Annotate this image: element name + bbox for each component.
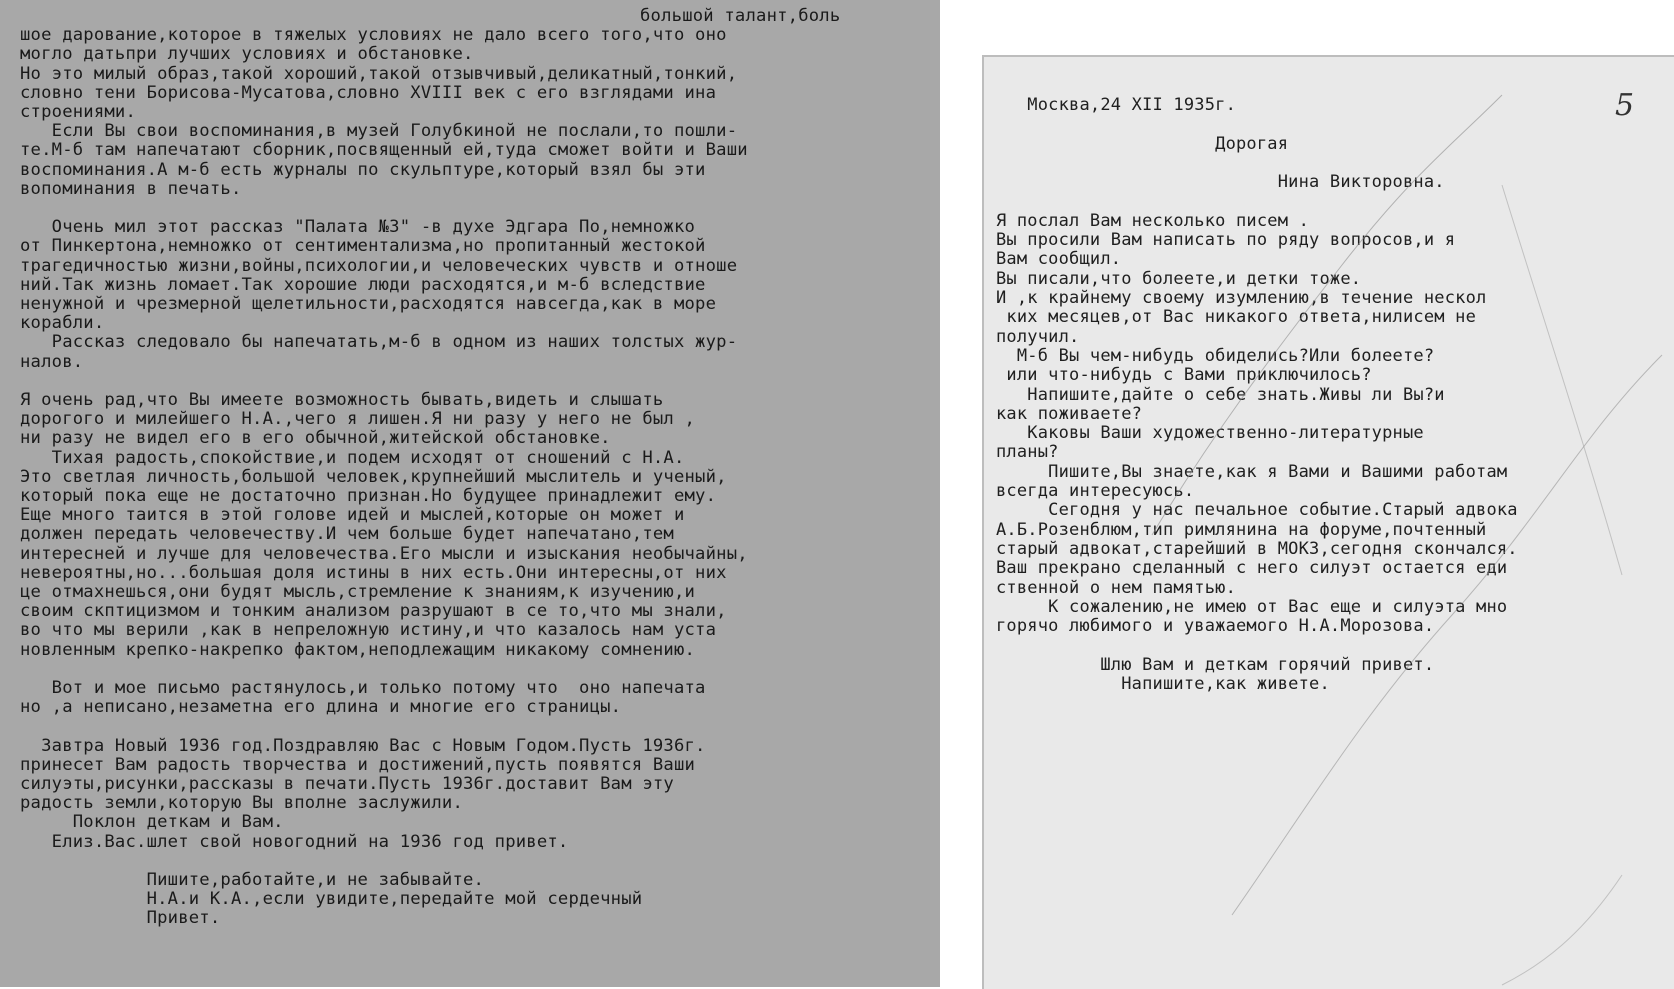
right-letter-line: получил.: [996, 326, 1080, 347]
left-letter-line: принесет Вам радость творчества и достижений,пусть появятся Ваши: [20, 754, 696, 775]
left-letter-line: Я очень рад,что Вы имеете возможность бывать,видеть и слышать: [20, 390, 664, 410]
left-letter-line: Привет.: [20, 908, 221, 929]
right-letter-line: Шлю Вам и деткам горячий привет.: [996, 654, 1435, 675]
left-letter-line: Н.А.и К.А.,если увидите,передайте мой сердечный: [20, 889, 643, 910]
left-letter-line: ний.Так жизнь ломает.Так хорошие люди расходятся,и м-б вследствие: [20, 274, 706, 295]
left-letter-line: ненужной и чрезмерной щелетильности,расходятся навсегда,как в море: [20, 294, 717, 314]
left-letter-line: должен передать человечеству.И чем больше будет напечатано,тем: [20, 524, 674, 545]
right-letter-line: Напишите,дайте о себе знать.Живы ли Вы?и: [996, 384, 1445, 405]
right-letter-line: Напишите,как живете.: [996, 674, 1330, 694]
right-letter-line: ственной о нем памятью.: [996, 577, 1237, 598]
right-letter-line: Нина Викторовна.: [996, 172, 1445, 193]
left-letter-line: шое дарование,которое в тяжелых условиях не дало всего того,что оно: [20, 25, 727, 46]
left-letter-line: интересней и лучше для человечества.Его мысли и изыскания необычайны,: [20, 543, 748, 564]
right-letter-line: ких месяцев,от Вас никакого ответа,нилисем не: [996, 307, 1477, 328]
left-letter-line: который пока еще не достаточно признан.Но будущее принадлежит ему.: [20, 486, 717, 506]
left-letter-line: налов.: [20, 351, 84, 372]
right-letter-line: Пишите,Вы знаете,как я Вами и Вашими работам: [996, 461, 1508, 482]
left-letter-line: могло датьпри лучших условиях и обстановке.: [20, 44, 474, 65]
left-letter-line: вопоминания в печать.: [20, 178, 242, 199]
left-letter-line: те.М-б там напечатают сборник,посвященный ей,туда сможет войти и Ваши: [20, 140, 748, 161]
left-letter-line: Тихая радость,спокойствие,и подем исходят от сношений с Н.А.: [20, 447, 685, 468]
right-letter-line: К сожалению,не имею от Вас еще и силуэта мно: [996, 596, 1508, 617]
right-letter-line: или что-нибудь с Вами приключилось?: [996, 365, 1372, 386]
right-letter-line: Каковы Ваши художественно-литературные: [996, 423, 1424, 444]
left-letter-line: дорогого и милейшего Н.А.,чего я лишен.Я ни разу у него не был ,: [20, 409, 696, 430]
page-gutter: [940, 0, 982, 987]
right-letter-line: горячо любимого и уважаемого Н.А.Морозова.: [996, 616, 1435, 637]
right-letter-line: Сегодня у нас печальное событие.Старый адвока: [996, 500, 1518, 521]
right-letter-line: планы?: [996, 442, 1059, 463]
right-letter-line: М-б Вы чем-нибудь обиделись?Или болеете?: [996, 345, 1435, 366]
left-letter-line: воспоминания.А м-б есть журналы по скульптуре,который взял бы эти: [20, 159, 706, 180]
left-letter-line: невероятны,но...большая доля истины в них есть.Они интересны,от них: [20, 562, 727, 583]
right-letter-line: Москва,24 XII 1935г.: [996, 95, 1237, 115]
right-letter-line: Я послал Вам несколько писем .: [996, 210, 1310, 231]
left-letter-line: но ,а неписано,незаметна его длина и многие его страницы.: [20, 697, 622, 718]
right-letter-line: всегда интересуюсь.: [996, 481, 1195, 501]
right-letter-line: как поживаете?: [996, 403, 1143, 424]
left-letter-line: строениями.: [20, 102, 137, 122]
left-letter-line: Это светлая личность,большой человек,крупнейший мыслитель и ученый,: [20, 466, 727, 487]
right-letter-line: Вы писали,что болеете,и детки тоже.: [996, 268, 1362, 289]
right-letter-line: Вы просили Вам написать по ряду вопросов,и я: [996, 230, 1456, 251]
left-letter-line: Елиз.Вас.шлет свой новогодний на 1936 год привет.: [20, 831, 569, 852]
left-letter-line: большой талант,боль: [640, 6, 841, 26]
paper-crease-marks: [982, 55, 1674, 987]
left-letter-line: Рассказ следовало бы напечатать,м-б в одном из наших толстых жур-: [20, 332, 738, 353]
right-letter-line: А.Б.Розенблюм,тип римлянина на форуме,почтенный: [996, 519, 1487, 540]
left-letter-line: Вот и мое письмо растянулось,и только потому что оно напечата: [20, 678, 706, 698]
left-letter-line: Пишите,работайте,и не забывайте.: [20, 870, 485, 890]
left-letter-line: корабли.: [20, 313, 105, 334]
left-letter-line: во что мы верили ,как в непреложную истину,и что казалось нам уста: [20, 620, 717, 641]
left-letter-line: Завтра Новый 1936 год.Поздравляю Вас с Новым Годом.Пусть 1936г.: [20, 735, 706, 756]
left-letter-line: своим скптицизмом и тонким анализом разрушают в се то,что мы знали,: [20, 601, 727, 622]
left-letter-line: от Пинкертона,немножко от сентиментализма,но пропитанный жестокой: [20, 236, 706, 257]
right-letter-line: И ,к крайнему своему изумлению,в течение нескол: [996, 288, 1487, 308]
right-letter-line: Ваш прекрано сделанный с него силуэт остается еди: [996, 558, 1508, 579]
left-letter-line: новленным крепко-накрепко фактом,неподлежащим никакому сомнению.: [20, 639, 696, 660]
left-letter-line: силуэты,рисунки,рассказы в печати.Пусть 1936г.доставит Вам эту: [20, 774, 674, 794]
left-letter-line: Еще много таится в этой голове идей и мыслей,которые он может и: [20, 505, 685, 526]
right-letter-line: Вам сообщил.: [996, 249, 1122, 270]
left-letter-line: трагедичностью жизни,войны,психологии,и человеческих чувств и отноше: [20, 255, 738, 276]
left-letter-line: Очень мил этот рассказ "Палата №3" -в духе Эдгара По,немножко: [20, 217, 696, 238]
left-letter-line: Поклон деткам и Вам.: [20, 812, 284, 833]
left-letter-line: радость земли,которую Вы вполне заслужили.: [20, 793, 464, 814]
left-letter-line: Если Вы свои воспоминания,в музей Голубкиной не послали,то пошли-: [20, 121, 738, 142]
left-letter-line: словно тени Борисова-Мусатова,словно XVIII век с его взглядами ина: [20, 82, 717, 103]
right-letter-line: старый адвокат,старейший в МОКЗ,сегодня скончался.: [996, 538, 1518, 559]
right-letter-line: Дорогая: [996, 133, 1289, 154]
left-letter-line: Но это милый образ,такой хороший,такой отзывчивый,деликатный,тонкий,: [20, 63, 738, 84]
left-letter-line: це отмахнешься,они будят мысль,стремление к знаниям,к изучению,и: [20, 582, 696, 602]
right-page-margin: [982, 0, 1674, 55]
page-number-mark: 5: [1615, 88, 1635, 123]
left-letter-line: ни разу не видел его в его обычной,житейской обстановке.: [20, 428, 611, 449]
